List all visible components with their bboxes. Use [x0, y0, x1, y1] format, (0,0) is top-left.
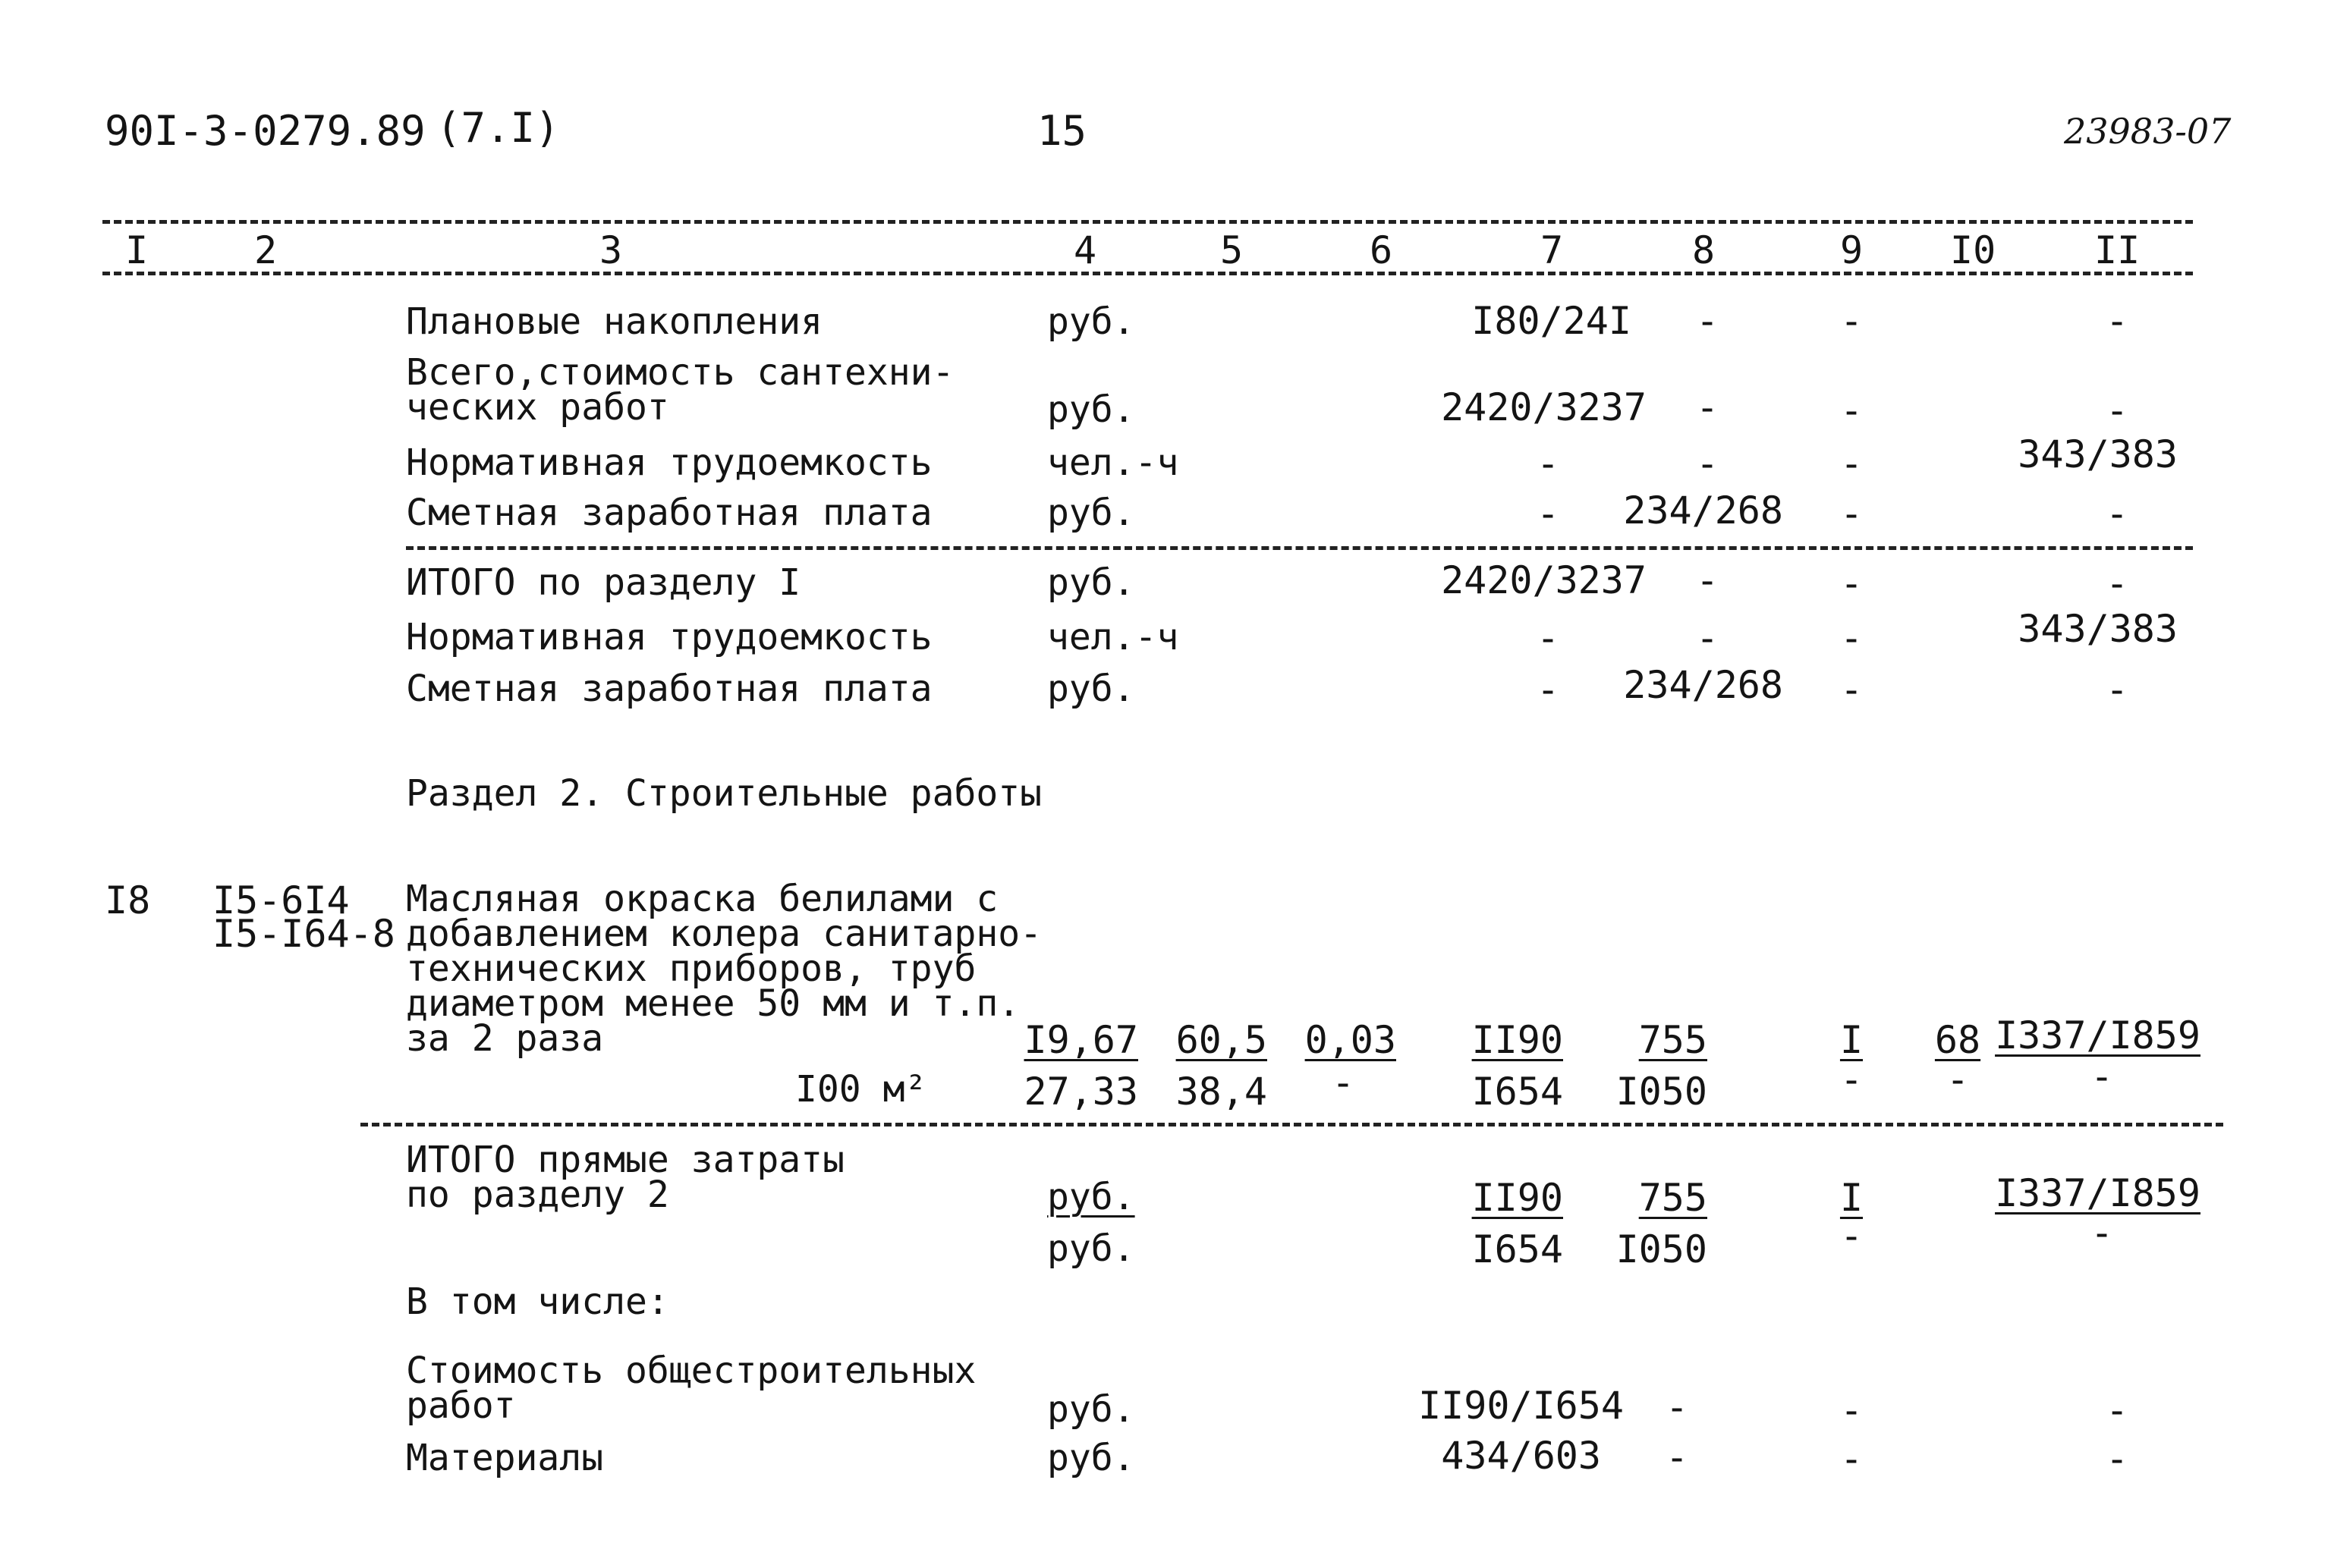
col8-value: - — [1695, 385, 1719, 429]
col11-bottom: - — [2090, 1054, 2114, 1098]
col9-value: - — [1839, 1437, 1864, 1481]
col9-top: I — [1839, 1018, 1864, 1062]
col11-bottom: - — [2090, 1211, 2114, 1255]
item-code: I5-I64-8 — [212, 912, 395, 956]
col8-top: 755 — [1638, 1176, 1707, 1220]
col7-value: 2420/3237 — [1441, 385, 1647, 429]
col11-value: - — [2105, 1437, 2129, 1481]
col7-value: - — [1536, 668, 1560, 712]
col11-value: - — [2105, 388, 2129, 432]
col8-bottom: I050 — [1615, 1227, 1707, 1271]
col8-bottom: I050 — [1615, 1070, 1707, 1114]
col4-top: I9,67 — [1024, 1018, 1138, 1062]
row-unit: руб. — [1047, 668, 1135, 710]
col6-bottom: - — [1331, 1061, 1355, 1105]
col8-value: - — [1695, 616, 1719, 660]
col11-value: 343/383 — [2018, 432, 2178, 476]
col7-value: 434/603 — [1441, 1434, 1601, 1478]
row-unit: чел.-ч — [1047, 441, 1179, 484]
including-label: В том числе: — [406, 1280, 669, 1323]
col9-value: - — [1839, 561, 1864, 605]
col9-value: - — [1839, 388, 1864, 432]
col8-value: - — [1695, 441, 1719, 485]
col5-top: 60,5 — [1175, 1018, 1267, 1062]
column-number: 6 — [1369, 228, 1393, 272]
row-name: Нормативная трудоемкость — [406, 441, 933, 484]
col11-value: - — [2105, 1388, 2129, 1432]
col11-value: 343/383 — [2018, 607, 2178, 651]
item-description: Масляная окраска белилами с добавлением колера санитарно- технических приборов, труб диаметром менее 50 мм и т.п. за 2 раза — [406, 878, 1043, 1060]
col7-bottom: I654 — [1471, 1227, 1563, 1271]
row-name: Сметная заработная плата — [406, 668, 933, 710]
page-number: 15 — [1037, 107, 1087, 155]
row-name: Нормативная трудоемкость — [406, 616, 933, 658]
col9-value: - — [1839, 441, 1864, 485]
col11-top: I337/I859 — [1995, 1013, 2200, 1057]
row-name: Плановые накопления — [406, 300, 823, 343]
col8-value: 234/268 — [1623, 663, 1783, 707]
col9-bottom: - — [1839, 1214, 1864, 1258]
row-unit: чел.-ч — [1047, 616, 1179, 658]
row-name: ИТОГО по разделу I — [406, 561, 801, 604]
row-name: Материалы — [406, 1437, 604, 1479]
col8-value: - — [1695, 299, 1719, 343]
column-number: 3 — [599, 228, 623, 272]
col7-top: II90 — [1471, 1176, 1563, 1220]
row-unit: руб. — [1047, 1388, 1135, 1431]
col9-bottom: - — [1839, 1057, 1864, 1101]
col11-value: - — [2105, 668, 2129, 712]
col7-value: - — [1536, 492, 1560, 536]
col6-top: 0,03 — [1304, 1018, 1396, 1062]
unit-top: руб. — [1047, 1176, 1135, 1218]
col7-value: I80/24I — [1471, 299, 1631, 343]
row-name: ИТОГО прямые затраты по разделу 2 — [406, 1139, 845, 1216]
col5-bottom: 38,4 — [1175, 1070, 1267, 1114]
column-number: 8 — [1691, 228, 1716, 272]
col8-value: - — [1665, 1385, 1689, 1429]
column-number: I0 — [1950, 228, 1996, 272]
col9-top: I — [1839, 1176, 1864, 1220]
col8-value: - — [1695, 558, 1719, 602]
row-name: Сметная заработная плата — [406, 492, 933, 534]
section2-title: Раздел 2. Строительные работы — [406, 772, 1043, 815]
header-top-rule — [102, 220, 2193, 224]
column-number: 2 — [253, 228, 278, 272]
col7-value: - — [1536, 441, 1560, 485]
col10-top: 68 — [1934, 1018, 1981, 1062]
col7-top: II90 — [1471, 1018, 1563, 1062]
item-code: I5-6I4 — [212, 878, 350, 922]
sheet-reference: (7.I) — [436, 104, 560, 152]
row-unit: руб. — [1047, 388, 1135, 431]
section1-total-rule — [406, 546, 2193, 550]
col7-value: - — [1536, 616, 1560, 660]
col11-value: - — [2105, 299, 2129, 343]
col9-value: - — [1839, 1388, 1864, 1432]
col9-value: - — [1839, 668, 1864, 712]
col9-value: - — [1839, 616, 1864, 660]
row-unit: руб. — [1047, 492, 1135, 534]
col8-top: 755 — [1638, 1018, 1707, 1062]
archive-code: 23983-07 — [2064, 111, 2232, 152]
col9-value: - — [1839, 492, 1864, 536]
col11-top: I337/I859 — [1995, 1171, 2200, 1215]
item-unit: I00 м² — [795, 1068, 927, 1111]
column-number: 9 — [1839, 228, 1864, 272]
item18-total-rule — [360, 1123, 2223, 1127]
col8-value: - — [1665, 1435, 1689, 1479]
col7-bottom: I654 — [1471, 1070, 1563, 1114]
row-unit: руб. — [1047, 561, 1135, 604]
item-number: I8 — [105, 878, 151, 922]
row-name: Стоимость общестроительных работ — [406, 1350, 977, 1427]
row-unit: руб. — [1047, 300, 1135, 343]
row-unit: руб. — [1047, 1437, 1135, 1479]
col7-value: 2420/3237 — [1441, 558, 1647, 602]
row-name: Всего,стоимость сантехни- ческих работ — [406, 351, 955, 429]
col9-value: - — [1839, 299, 1864, 343]
column-number: I — [124, 228, 149, 272]
col4-bottom: 27,33 — [1024, 1070, 1138, 1114]
column-number: 5 — [1219, 228, 1244, 272]
column-number: 4 — [1073, 228, 1097, 272]
column-number: II — [2094, 228, 2141, 272]
header-bottom-rule — [102, 272, 2193, 275]
document-number: 90I-3-0279.89 — [105, 107, 426, 155]
col10-bottom: - — [1946, 1057, 1970, 1101]
col11-value: - — [2105, 561, 2129, 605]
col11-value: - — [2105, 492, 2129, 536]
col7-value: II90/I654 — [1418, 1384, 1624, 1428]
column-number: 7 — [1540, 228, 1564, 272]
col8-value: 234/268 — [1623, 489, 1783, 533]
unit-bottom: руб. — [1047, 1227, 1135, 1270]
